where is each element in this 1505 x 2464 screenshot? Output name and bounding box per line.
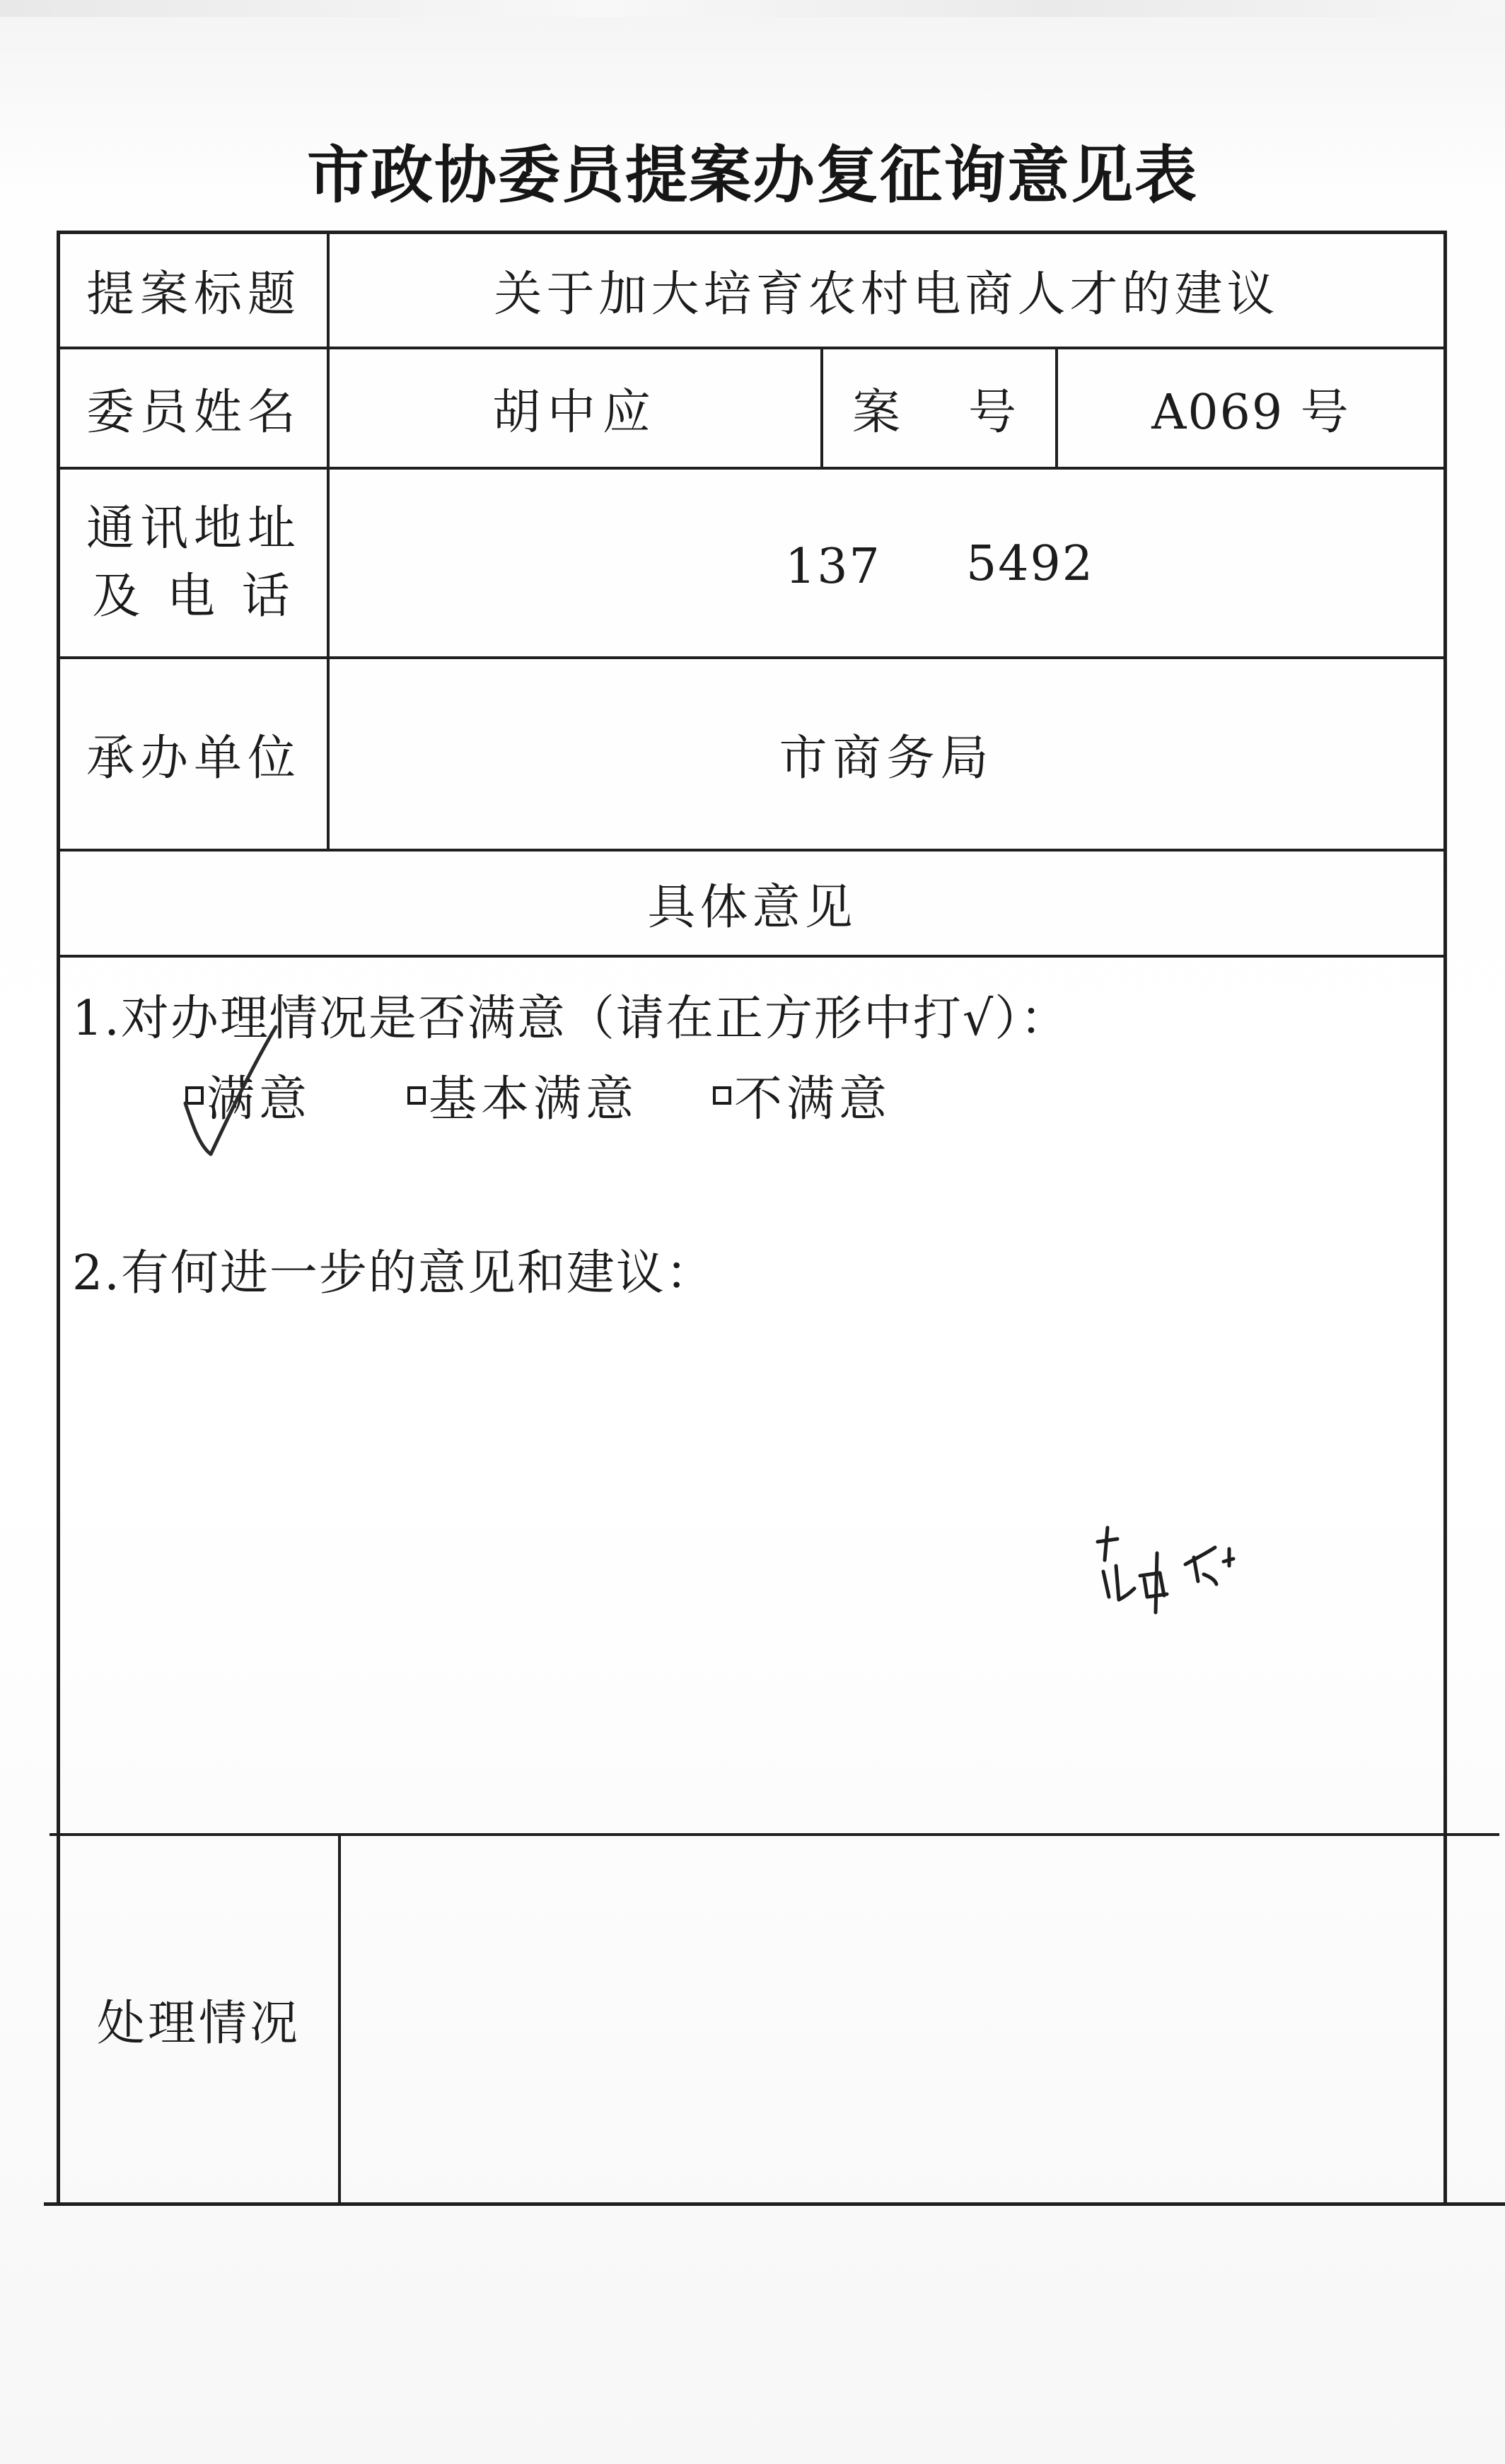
question-1-text: 1.对办理情况是否满意（请在正方形中打√）： — [72, 991, 1070, 1047]
phone-number-part-2: 5492 — [966, 536, 1095, 592]
handwritten-signature-icon — [1098, 1528, 1233, 1612]
handling-unit-value: 市商务局 — [779, 730, 994, 786]
phone-number-part-1: 137 — [785, 539, 881, 595]
specific-opinion-header: 具体意见 — [647, 879, 857, 936]
page-title: 市政协委员提案办复征询意见表 — [306, 138, 1198, 211]
question-2-text: 2.有何进一步的意见和建议： — [72, 1245, 715, 1301]
address-phone-label-line-1: 通讯地址 — [86, 501, 301, 557]
member-name-label: 委员姓名 — [86, 384, 301, 441]
processing-label: 处理情况 — [96, 1995, 301, 2052]
proposal-title-label: 提案标题 — [86, 267, 301, 322]
handling-unit-label: 承办单位 — [86, 730, 301, 786]
case-number-label: 案 号 — [852, 384, 1026, 441]
handwritten-check-mark — [185, 1027, 276, 1154]
proposal-title-value: 关于加大培育农村电商人才的建议 — [494, 267, 1279, 322]
member-name-value: 胡中应 — [492, 384, 658, 441]
case-number-value: A069 号 — [1151, 384, 1350, 441]
option-satisfied-label: 满意 — [207, 1071, 312, 1127]
option-basically-satisfied-label: 基本满意 — [429, 1071, 639, 1127]
address-phone-label-line-2: 及 电 话 — [92, 569, 296, 624]
option-not-satisfied-label: 不满意 — [734, 1071, 892, 1127]
